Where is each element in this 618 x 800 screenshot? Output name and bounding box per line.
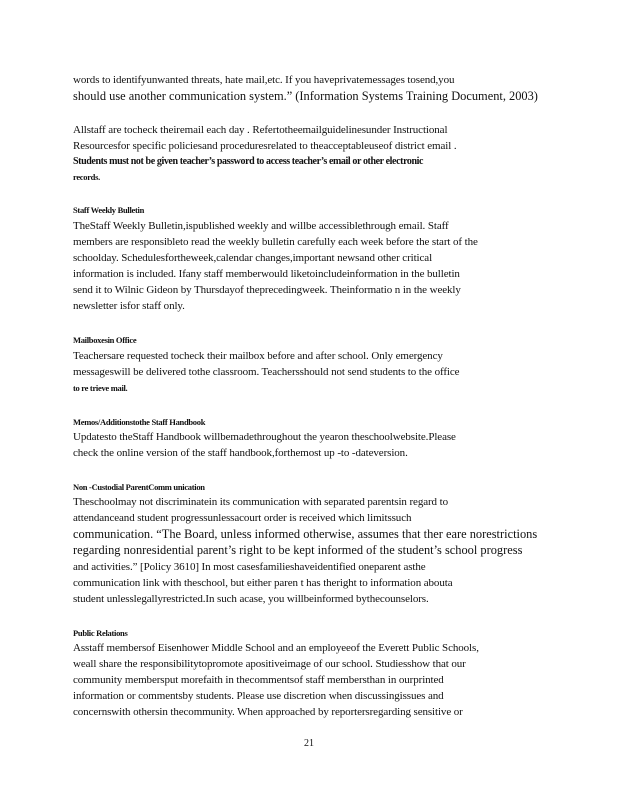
body-line: Theschoolmay not discriminatein its communication with separated parentsin regard to: [73, 496, 448, 508]
body-line: words to identifyunwanted threats, hate mail,etc. If you haveprivatemessages tosend,you: [73, 74, 455, 86]
body-line: concernswith othersin thecommunity. When approached by reportersregarding sensitive or: [73, 706, 463, 718]
page-number: 21: [304, 738, 314, 749]
body-line: attendanceand student progressunlessacourt order is received which limitssuch: [73, 512, 412, 524]
body-line: communication link with theschool, but either paren t has theright to information abouta: [73, 577, 453, 589]
section-heading: Staff Weekly Bulletin: [73, 205, 144, 215]
body-line: messageswill be delivered tothe classroom. Teachersshould not send students to the office: [73, 366, 460, 378]
body-line: weall share the responsibilitytopromote apositiveimage of our school. Studiesshow that our: [73, 658, 466, 670]
body-line: should use another communication system.” (Information Systems Training Document, 2003): [73, 89, 538, 103]
body-line: information is included. Ifany staff memberwould liketoincludeinformation in the bulletin: [73, 268, 460, 280]
body-line: Allstaff are tocheck theiremail each day . Refertotheemailguidelinesunder Instructional: [73, 124, 448, 136]
section-heading: Mailboxesin Office: [73, 335, 137, 345]
body-line: community membersput morefaith in thecommentsof staff membersthan in ourprinted: [73, 674, 444, 686]
section-heading: Public Relations: [73, 628, 128, 638]
body-line: schoolday. Schedulesfortheweek,calendar changes,important newsand other critical: [73, 252, 433, 264]
body-line: and activities.” [Policy 3610] In most casesfamilieshaveidentified oneparent asthe: [73, 561, 426, 573]
body-line: Teachersare requested tocheck their mailbox before and after school. Only emergency: [73, 350, 443, 362]
body-line: Asstaff membersof Eisenhower Middle School and an employeeof the Everett Public Schools,: [73, 642, 479, 654]
body-line-bold: records.: [73, 172, 100, 182]
body-line: Resourcesfor specific policiesand proceduresrelated to theacceptableuseof district email .: [73, 140, 457, 152]
body-line: newsletter isfor staff only.: [73, 300, 185, 312]
body-line: Updatesto theStaff Handbook willbemadethroughout the yearon theschoolwebsite.Please: [73, 431, 456, 443]
section-heading: Memos/Additionstothe Staff Handbook: [73, 417, 206, 427]
body-line-bold: to re trieve mail.: [73, 383, 128, 393]
body-line: communication. “The Board, unless informed otherwise, assumes that ther eare norestrictions: [73, 527, 538, 541]
body-line: student unlesslegallyrestricted.In such acase, you willbeinformed bythecounselors.: [73, 593, 429, 605]
body-line: check the online version of the staff handbook,forthemost up -to -dateversion.: [73, 447, 408, 459]
section-heading: Non -Custodial ParentComm unication: [73, 482, 205, 492]
body-line: regarding nonresidential parent’s right to be kept informed of the student’s school progress: [73, 543, 523, 557]
body-line: TheStaff Weekly Bulletin,ispublished weekly and willbe accessiblethrough email. Staff: [73, 220, 449, 232]
body-line: members are responsibleto read the weekly bulletin carefully each week before the start of the: [73, 236, 478, 248]
body-line: information or commentsby students. Please use discretion when discussingissues and: [73, 690, 444, 702]
body-line-bold: Students must not be given teacher’s password to access teacher’s email or other electronic: [73, 156, 424, 167]
body-line: send it to Wilnic Gideon by Thursdayof theprecedingweek. Theinformatio n in the weekly: [73, 284, 461, 296]
